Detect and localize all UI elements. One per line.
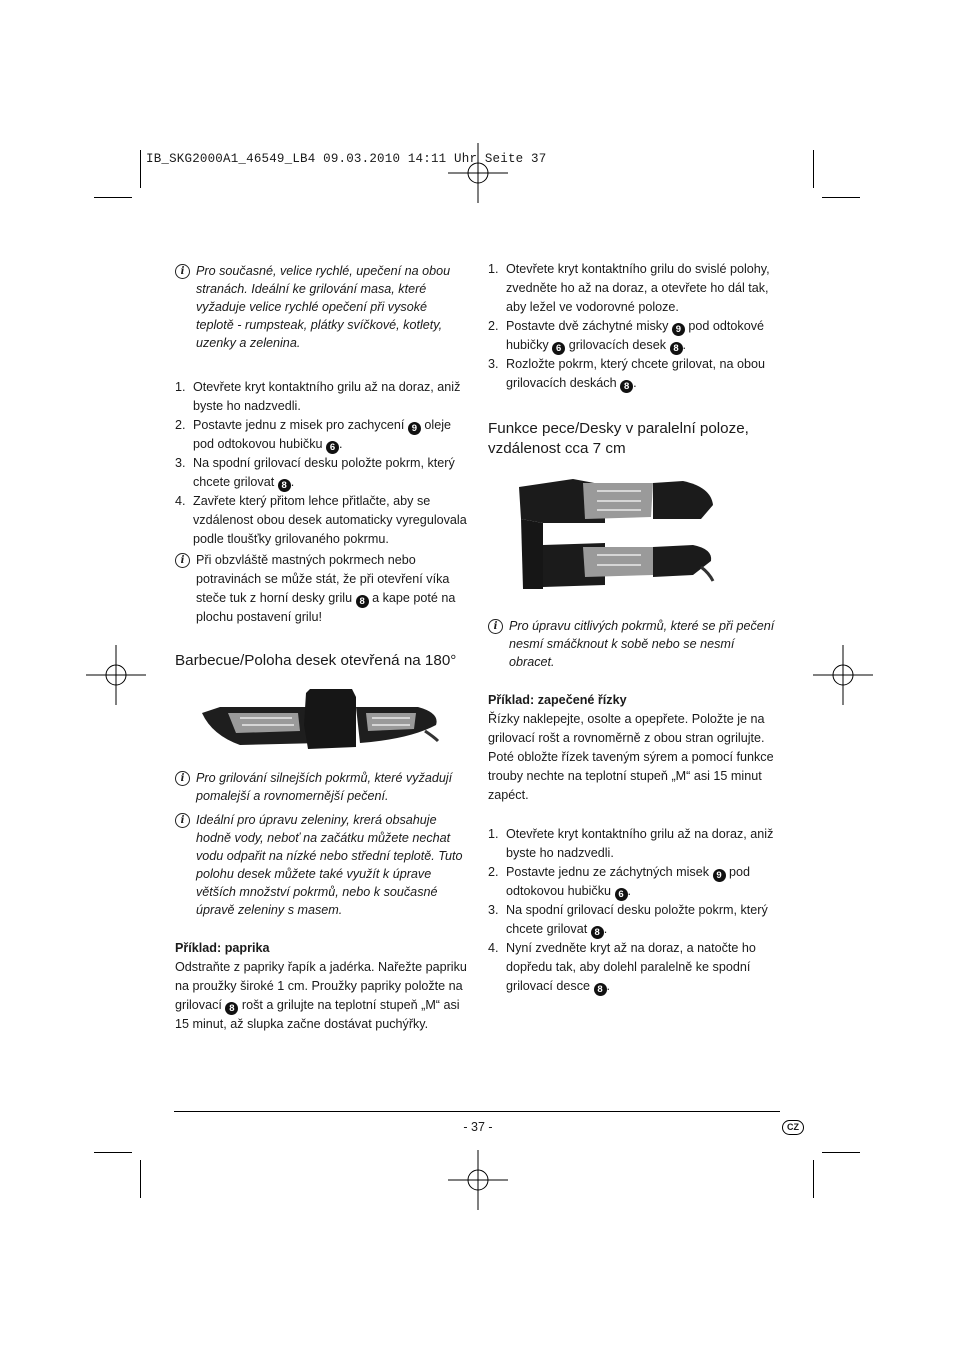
list-item: 2. Postavte jednu z misek pro zachycení 9 oleje pod odtokovou hubičku 6 . [175, 418, 452, 453]
print-slug: IB_SKG2000A1_46549_LB4 09.03.2010 14:11 Uhr Seite 37 [146, 152, 547, 166]
list-item: 1. Otevřete kryt kontaktního grilu až na doraz, aniž byste ho nadzvedli. [488, 827, 774, 860]
callout-9: 9 [408, 422, 421, 435]
steps-list [488, 825, 780, 996]
example-text: Řízky naklepejte, osolte a opepřete. Položte je na grilovací rošt a rovnoměrně z obou stran ogrilujte. Poté obložte řízek taveným sýrem a pomocí funkce trouby nechte na teplotní stupeň „M“ asi 15 minut zapéct. [488, 712, 774, 802]
info-note: i Ideální pro úpravu zeleniny, krerá obsahuje hodně vody, neboť na začátku můžete nechat vodu odpařit na nízké nebo střední teplotě. Tuto polohu desek můžete také využít k úprave větších množství pokrmů, nebo k současné úpravě zeleniny s masem. [175, 811, 468, 919]
example-title: Příklad: zapečené řízky [488, 693, 627, 707]
info-icon: i [175, 553, 190, 568]
footer-rule [174, 1111, 780, 1112]
callout-6: 6 [552, 342, 565, 355]
section-heading: Barbecue/Poloha desek otevřená na 180° [175, 652, 457, 669]
registration-mark-right [813, 645, 873, 705]
list-item: 4. Nyní zvedněte kryt až na doraz, a natočte ho dopředu tak, aby dolehl paralelně ke spodní grilovací desce 8 . [488, 941, 756, 995]
info-icon: i [175, 813, 190, 828]
callout-6: 6 [615, 888, 628, 901]
info-note: i Pro grilování silnejších pokrmů, které vyžadují pomalejší a rovnomernější pečení. [175, 769, 468, 805]
callout-8: 8 [620, 380, 633, 393]
steps-list [175, 378, 468, 549]
callout-8: 8 [594, 983, 607, 996]
callout-9: 9 [672, 323, 685, 336]
list-item: 1. Otevřete kryt kontaktního grilu až na doraz, aniž byste ho nadzvedli. [175, 380, 461, 413]
example-title: Příklad: paprika [175, 941, 270, 955]
page-number: - 37 - [463, 1120, 493, 1134]
list-item: 2. Postavte dvě záchytné misky 9 pod odtokové hubičky 6 grilovacích desek 8 . [488, 319, 765, 354]
list-item: 1. Otevřete kryt kontaktního grilu do svislé polohy, zvedněte ho až na doraz, a otevřete ho dál tak, aby ležel ve vodorovné poloze. [488, 262, 770, 314]
language-badge: CZ [782, 1120, 804, 1135]
callout-8: 8 [356, 595, 369, 608]
callout-8: 8 [278, 479, 291, 492]
info-icon: i [175, 264, 190, 279]
list-item: 4. Zavřete který přitom lehce přitlačte, aby se vzdálenost obou desek automaticky vyregulovala podle tloušťky grilovaného pokrmu. [175, 494, 467, 546]
list-item: 3. Rozložte pokrm, který chcete grilovat, na obou grilovacích deskách 8 . [488, 357, 765, 392]
info-icon: i [488, 619, 503, 634]
registration-mark-bottom [448, 1150, 508, 1210]
grill-parallel-illustration [513, 477, 718, 605]
list-item: 2. Postavte jednu ze záchytných misek 9 pod odtokovou hubičku 6 . [488, 865, 751, 900]
left-column [175, 262, 468, 1034]
grill-180-illustration [200, 685, 445, 755]
info-note: i Při obzvláště mastných pokrmech nebo potravinách se může stát, že při otevření víka steče tuk z horní desky grilu 8 a kape poté na plochu postavení grilu! [175, 551, 468, 627]
info-note: i Pro úpravu citlivých pokrmů, které se při pečení nesmí smáčknout k sobě nebo se nesmí obracet. [488, 617, 780, 671]
list-item: 3. Na spodní grilovací desku položte pokrm, který chcete grilovat 8 . [175, 456, 455, 491]
section-heading: Funkce pece/Desky v paralelní poloze, vzdálenost cca 7 cm [488, 420, 749, 457]
callout-8: 8 [591, 926, 604, 939]
registration-mark-left [86, 645, 146, 705]
callout-9: 9 [713, 869, 726, 882]
callout-6: 6 [326, 441, 339, 454]
callout-8: 8 [225, 1002, 238, 1015]
list-item: 3. Na spodní grilovací desku položte pokrm, který chcete grilovat 8 . [488, 903, 768, 938]
info-icon: i [175, 771, 190, 786]
steps-list [488, 260, 780, 393]
callout-8: 8 [670, 342, 683, 355]
example-text: Odstraňte z papriky řapík a jadérka. Nařežte papriku na proužky široké 1 cm. Proužky papriky položte na grilovací 8 rošt a grilujte na teplotní stupeň „M“ asi 15 minut, až slupka začne dostávat puchýřky. [175, 960, 467, 1031]
right-column [488, 260, 780, 996]
info-note: i Pro současné, velice rychlé, upečení na obou stranách. Ideální ke grilování masa, které vyžaduje velice rychlé opečení při vysoké teplotě - rumpsteak, plátky svíčkové, kotlety, uzenky a zelenina. [175, 262, 468, 352]
